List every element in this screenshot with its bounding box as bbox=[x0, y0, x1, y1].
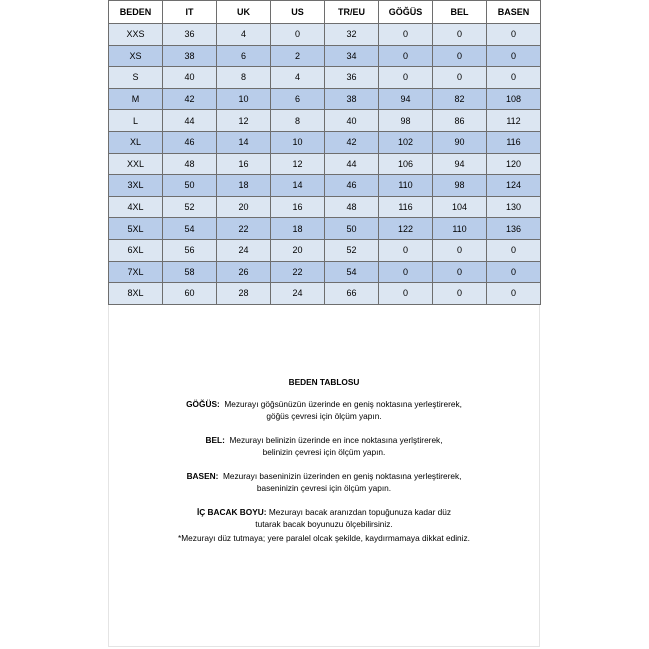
bel-instruction bbox=[108, 434, 540, 459]
cell-gogus: 0 bbox=[379, 24, 433, 46]
cell-it: 40 bbox=[163, 67, 217, 89]
cell-beden: XS bbox=[109, 45, 163, 67]
cell-it: 58 bbox=[163, 261, 217, 283]
cell-tr-eu: 54 bbox=[325, 261, 379, 283]
cell-gogus: 98 bbox=[379, 110, 433, 132]
gogus-line-1: Mezurayı göğsünüzün üzerinde en geniş noktasına yerleştirerek, bbox=[224, 398, 462, 409]
cell-bel: 104 bbox=[433, 196, 487, 218]
cell-it: 50 bbox=[163, 175, 217, 197]
cell-basen: 0 bbox=[487, 283, 541, 305]
cell-bel: 86 bbox=[433, 110, 487, 132]
table-row bbox=[109, 67, 541, 89]
cell-bel: 0 bbox=[433, 45, 487, 67]
cell-gogus: 110 bbox=[379, 175, 433, 197]
cell-tr-eu: 36 bbox=[325, 67, 379, 89]
table-row bbox=[109, 239, 541, 261]
cell-beden: 8XL bbox=[109, 283, 163, 305]
cell-bel: 98 bbox=[433, 175, 487, 197]
cell-it: 54 bbox=[163, 218, 217, 240]
table-row bbox=[109, 110, 541, 132]
cell-uk: 8 bbox=[217, 67, 271, 89]
header-cell-us: US bbox=[271, 1, 325, 24]
cell-beden: 7XL bbox=[109, 261, 163, 283]
cell-uk: 26 bbox=[217, 261, 271, 283]
cell-us: 8 bbox=[271, 110, 325, 132]
cell-basen: 124 bbox=[487, 175, 541, 197]
header-cell-uk: UK bbox=[217, 1, 271, 24]
cell-it: 42 bbox=[163, 88, 217, 110]
cell-basen: 0 bbox=[487, 45, 541, 67]
cell-us: 2 bbox=[271, 45, 325, 67]
cell-uk: 14 bbox=[217, 131, 271, 153]
header-cell-it: IT bbox=[163, 1, 217, 24]
cell-basen: 112 bbox=[487, 110, 541, 132]
table-row bbox=[109, 88, 541, 110]
basen-label: BASEN: bbox=[186, 470, 219, 481]
cell-it: 44 bbox=[163, 110, 217, 132]
cell-gogus: 122 bbox=[379, 218, 433, 240]
ic-bacak-line-2: tutarak bacak boyunuzu ölçebilirsiniz. bbox=[255, 519, 393, 529]
gogus-label: GÖĞÜS: bbox=[186, 398, 220, 409]
cell-us: 14 bbox=[271, 175, 325, 197]
cell-tr-eu: 40 bbox=[325, 110, 379, 132]
cell-basen: 0 bbox=[487, 24, 541, 46]
cell-gogus: 0 bbox=[379, 261, 433, 283]
cell-basen: 130 bbox=[487, 196, 541, 218]
cell-us: 16 bbox=[271, 196, 325, 218]
table-row bbox=[109, 24, 541, 46]
ic-bacak-line-1: Mezurayı bacak aranızdan topuğunuza kadar düz bbox=[268, 506, 452, 517]
basen-line-2: baseninizin çevresi için ölçüm yapın. bbox=[256, 483, 392, 493]
cell-it: 46 bbox=[163, 131, 217, 153]
ic-bacak-instruction bbox=[108, 506, 540, 531]
cell-uk: 18 bbox=[217, 175, 271, 197]
cell-beden: L bbox=[109, 110, 163, 132]
bel-line-1: Mezurayı belinizin üzerinde en ince noktasına yerlştirerek, bbox=[229, 434, 443, 445]
bel-label: BEL: bbox=[205, 434, 225, 445]
cell-us: 22 bbox=[271, 261, 325, 283]
cell-basen: 136 bbox=[487, 218, 541, 240]
cell-basen: 0 bbox=[487, 261, 541, 283]
cell-uk: 28 bbox=[217, 283, 271, 305]
cell-us: 0 bbox=[271, 24, 325, 46]
table-body bbox=[109, 24, 541, 305]
cell-uk: 6 bbox=[217, 45, 271, 67]
cell-us: 12 bbox=[271, 153, 325, 175]
cell-tr-eu: 32 bbox=[325, 24, 379, 46]
cell-us: 18 bbox=[271, 218, 325, 240]
bel-line-2: belinizin çevresi için ölçüm yapın. bbox=[262, 447, 386, 457]
size-guide-text bbox=[108, 376, 540, 544]
cell-beden: 4XL bbox=[109, 196, 163, 218]
cell-it: 56 bbox=[163, 239, 217, 261]
cell-bel: 0 bbox=[433, 24, 487, 46]
cell-tr-eu: 34 bbox=[325, 45, 379, 67]
cell-uk: 12 bbox=[217, 110, 271, 132]
cell-us: 4 bbox=[271, 67, 325, 89]
cell-it: 60 bbox=[163, 283, 217, 305]
table-row bbox=[109, 175, 541, 197]
size-table bbox=[108, 0, 541, 305]
basen-line-1: Mezurayı baseninizin üzerinden en geniş noktasına yerleştirerek, bbox=[223, 470, 462, 481]
cell-tr-eu: 44 bbox=[325, 153, 379, 175]
header-cell-basen: BASEN bbox=[487, 1, 541, 24]
cell-us: 20 bbox=[271, 239, 325, 261]
header-cell-tr-eu: TR/EU bbox=[325, 1, 379, 24]
cell-basen: 0 bbox=[487, 67, 541, 89]
measurement-note: *Mezurayı düz tutmaya; yere paralel olcak şekilde, kaydırmamaya dikkat ediniz. bbox=[178, 532, 470, 543]
cell-us: 24 bbox=[271, 283, 325, 305]
cell-bel: 0 bbox=[433, 261, 487, 283]
cell-uk: 10 bbox=[217, 88, 271, 110]
cell-gogus: 0 bbox=[379, 67, 433, 89]
basen-instruction bbox=[108, 470, 540, 495]
cell-gogus: 94 bbox=[379, 88, 433, 110]
table-row bbox=[109, 131, 541, 153]
cell-bel: 0 bbox=[433, 283, 487, 305]
table-row bbox=[109, 196, 541, 218]
cell-bel: 90 bbox=[433, 131, 487, 153]
cell-uk: 22 bbox=[217, 218, 271, 240]
cell-beden: S bbox=[109, 67, 163, 89]
header-cell-gogus: GÖĞÜS bbox=[379, 1, 433, 24]
cell-tr-eu: 66 bbox=[325, 283, 379, 305]
cell-tr-eu: 50 bbox=[325, 218, 379, 240]
cell-it: 52 bbox=[163, 196, 217, 218]
cell-basen: 120 bbox=[487, 153, 541, 175]
cell-beden: XXS bbox=[109, 24, 163, 46]
cell-beden: 3XL bbox=[109, 175, 163, 197]
cell-bel: 0 bbox=[433, 67, 487, 89]
cell-us: 10 bbox=[271, 131, 325, 153]
cell-tr-eu: 38 bbox=[325, 88, 379, 110]
gogus-line-2: göğüs çevresi için ölçüm yapın. bbox=[266, 411, 382, 421]
cell-uk: 20 bbox=[217, 196, 271, 218]
ic-bacak-label: İÇ BACAK BOYU: bbox=[196, 506, 267, 517]
gogus-instruction bbox=[108, 398, 540, 423]
cell-us: 6 bbox=[271, 88, 325, 110]
cell-gogus: 0 bbox=[379, 283, 433, 305]
cell-bel: 0 bbox=[433, 239, 487, 261]
cell-beden: M bbox=[109, 88, 163, 110]
cell-uk: 24 bbox=[217, 239, 271, 261]
table-row bbox=[109, 283, 541, 305]
cell-basen: 116 bbox=[487, 131, 541, 153]
cell-gogus: 116 bbox=[379, 196, 433, 218]
cell-beden: 6XL bbox=[109, 239, 163, 261]
cell-bel: 94 bbox=[433, 153, 487, 175]
cell-beden: XXL bbox=[109, 153, 163, 175]
cell-it: 48 bbox=[163, 153, 217, 175]
cell-gogus: 102 bbox=[379, 131, 433, 153]
cell-tr-eu: 46 bbox=[325, 175, 379, 197]
size-guide-title: BEDEN TABLOSU bbox=[288, 377, 360, 387]
cell-basen: 0 bbox=[487, 239, 541, 261]
cell-bel: 110 bbox=[433, 218, 487, 240]
cell-gogus: 0 bbox=[379, 45, 433, 67]
cell-tr-eu: 52 bbox=[325, 239, 379, 261]
table-row bbox=[109, 261, 541, 283]
cell-gogus: 0 bbox=[379, 239, 433, 261]
cell-gogus: 106 bbox=[379, 153, 433, 175]
table-row bbox=[109, 153, 541, 175]
table-row bbox=[109, 218, 541, 240]
cell-uk: 16 bbox=[217, 153, 271, 175]
header-cell-bel: BEL bbox=[433, 1, 487, 24]
cell-tr-eu: 48 bbox=[325, 196, 379, 218]
header-cell-beden: BEDEN bbox=[109, 1, 163, 24]
cell-bel: 82 bbox=[433, 88, 487, 110]
cell-beden: XL bbox=[109, 131, 163, 153]
cell-beden: 5XL bbox=[109, 218, 163, 240]
cell-tr-eu: 42 bbox=[325, 131, 379, 153]
cell-uk: 4 bbox=[217, 24, 271, 46]
cell-basen: 108 bbox=[487, 88, 541, 110]
table-row bbox=[109, 45, 541, 67]
cell-it: 36 bbox=[163, 24, 217, 46]
cell-it: 38 bbox=[163, 45, 217, 67]
table-header-row bbox=[109, 1, 541, 24]
